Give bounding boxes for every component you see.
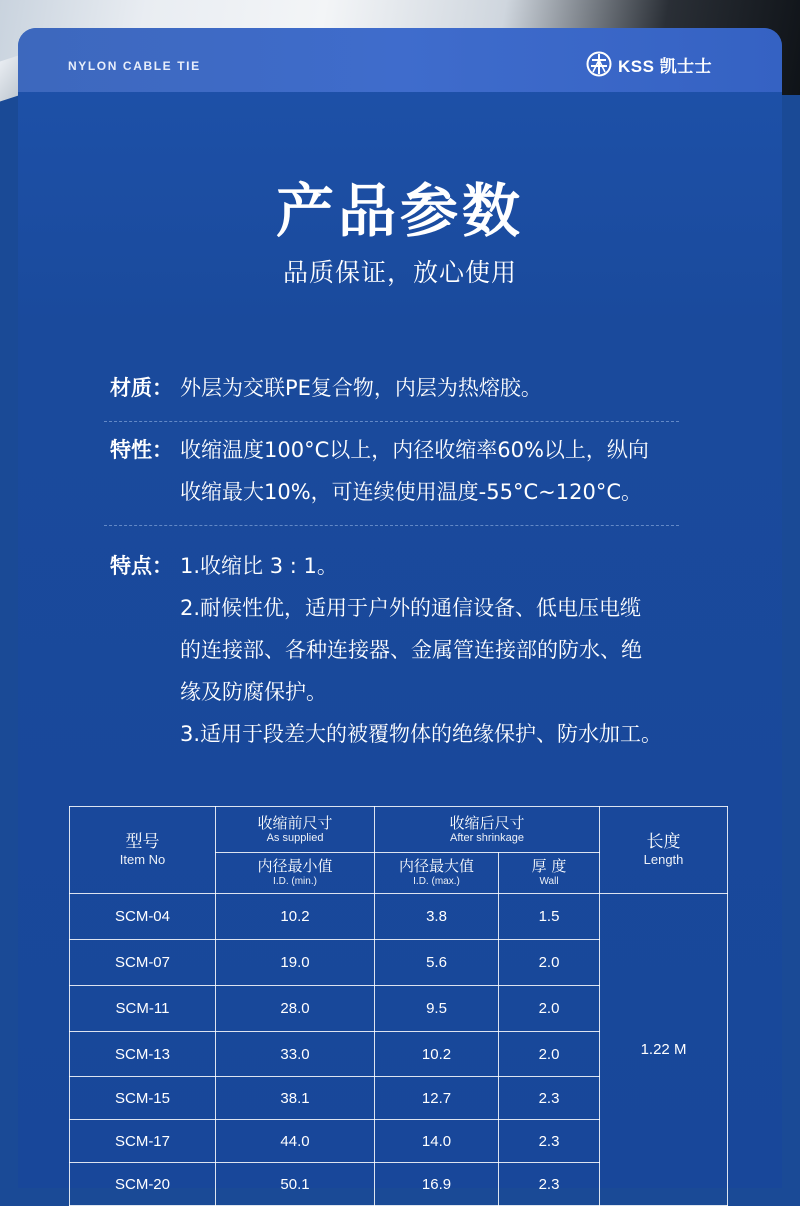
cell-item: SCM-15 (70, 1077, 216, 1120)
spec-material (110, 367, 730, 409)
cell-id-min: 19.0 (216, 940, 375, 986)
cell-id-min: 33.0 (216, 1032, 375, 1077)
cell-id-min: 28.0 (216, 986, 375, 1032)
cell-id-max: 9.5 (375, 986, 499, 1032)
cell-item: SCM-07 (70, 940, 216, 986)
cell-wall: 2.3 (499, 1120, 600, 1163)
cell-id-min: 10.2 (216, 894, 375, 940)
cell-item: SCM-20 (70, 1163, 216, 1206)
cell-id-max: 12.7 (375, 1077, 499, 1120)
header-after: 收缩后尺寸 After shrinkage (375, 807, 600, 853)
table-row (70, 894, 728, 940)
spec-line: 1.收缩比 3 : 1。 (180, 554, 338, 578)
header-supplied: 收缩前尺寸 As supplied (216, 807, 375, 853)
header-tag: NYLON CABLE TIE (68, 59, 201, 73)
card-header (18, 28, 782, 92)
cell-id-min: 38.1 (216, 1077, 375, 1120)
cell-id-max: 14.0 (375, 1120, 499, 1163)
cell-item: SCM-17 (70, 1120, 216, 1163)
cell-wall: 2.0 (499, 986, 600, 1032)
spec-label: 特点： (110, 554, 173, 578)
cell-item: SCM-04 (70, 894, 216, 940)
spec-features (110, 545, 730, 755)
cell-id-max: 3.8 (375, 894, 499, 940)
header-id-max: 内径最大值 I.D. (max.) (375, 853, 499, 894)
cell-wall: 1.5 (499, 894, 600, 940)
cell-id-max: 10.2 (375, 1032, 499, 1077)
page-title: 产品参数 (275, 177, 524, 245)
cell-item: SCM-11 (70, 986, 216, 1032)
cell-id-max: 5.6 (375, 940, 499, 986)
cell-item: SCM-13 (70, 1032, 216, 1077)
cell-id-min: 44.0 (216, 1120, 375, 1163)
header-length: 长度 Length (600, 807, 728, 894)
spec-line: 收缩温度100°C以上，内径收缩率60%以上，纵向 (180, 438, 649, 462)
spec-line: 缘及防腐保护。 (180, 680, 327, 704)
brand-logo (586, 50, 712, 78)
spec-line: 3.适用于段差大的被覆物体的绝缘保护、防水加工。 (180, 722, 663, 746)
spec-label: 材质： (110, 376, 173, 400)
spec-line: 2.耐候性优，适用于户外的通信设备、低电压电缆 (180, 596, 642, 620)
cell-wall: 2.3 (499, 1077, 600, 1120)
cell-wall: 2.3 (499, 1163, 600, 1206)
spec-line: 收缩最大10%，可连续使用温度-55°C~120°C。 (180, 480, 642, 504)
spec-table (69, 806, 728, 1206)
brand-name: KSS 凯士士 (618, 56, 713, 76)
page-subtitle: 品质保证，放心使用 (282, 258, 517, 287)
kss-logo-icon (586, 51, 612, 77)
divider (104, 421, 679, 422)
divider (104, 525, 679, 526)
header-item: 型号 Item No (70, 807, 216, 894)
cell-wall: 2.0 (499, 940, 600, 986)
cell-length: 1.22 M (600, 894, 728, 1206)
cell-wall: 2.0 (499, 1032, 600, 1077)
cell-id-min: 50.1 (216, 1163, 375, 1206)
spec-label: 特性： (110, 438, 173, 462)
spec-line: 外层为交联PE复合物，内层为热熔胶。 (180, 376, 542, 400)
spec-line: 的连接部、各种连接器、金属管连接部的防水、绝 (180, 638, 642, 662)
header-id-min: 内径最小值 I.D. (min.) (216, 853, 375, 894)
spec-properties (110, 429, 730, 513)
header-wall: 厚 度 Wall (499, 853, 600, 894)
cell-id-max: 16.9 (375, 1163, 499, 1206)
